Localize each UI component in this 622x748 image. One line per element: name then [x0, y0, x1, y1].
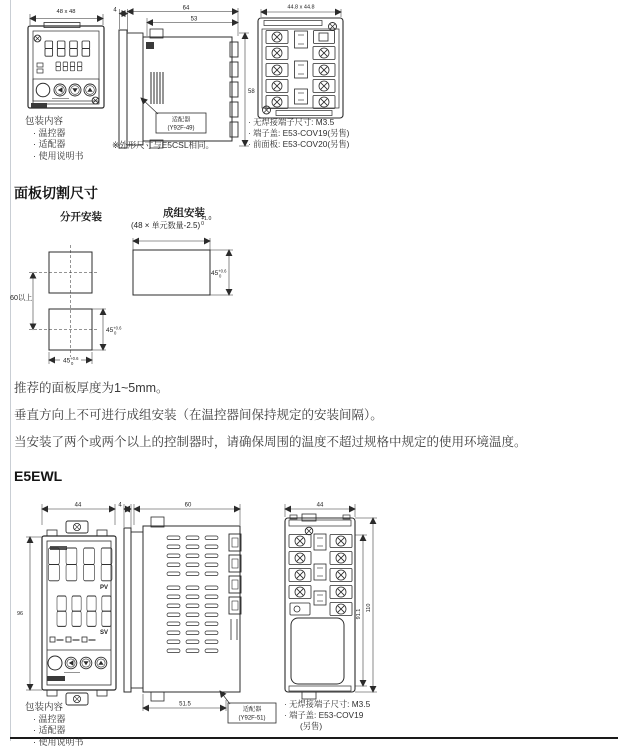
e5cwl-rear-notes	[248, 117, 349, 149]
e5ewl-front-dim-height: 96	[17, 611, 23, 617]
panel-cutout-group-diagram	[133, 238, 233, 295]
e5cwl-packing-list	[25, 116, 84, 162]
adapter-callout	[220, 691, 276, 723]
up-key-icon	[87, 88, 92, 92]
e5cwl-front-dim: 48 x 48	[56, 9, 75, 15]
formula-text: (48 × 单元数量-2.5)	[131, 221, 200, 230]
seven-segment-display-small	[56, 62, 82, 71]
e5cwl-front-view-drawing	[28, 9, 104, 108]
separate-mounting-label: 分开安装	[60, 209, 102, 224]
panel-cutout-separate-diagram	[10, 245, 122, 366]
seven-segment-display	[45, 41, 90, 56]
adapter-label: 适配器	[243, 705, 262, 713]
e5cwl-side-dim-total: 64	[183, 6, 190, 12]
cutout-spacing-dim: 60以上	[10, 293, 32, 302]
paragraph: 推荐的面板厚度为1~5mm。	[14, 378, 614, 396]
packing-item: · 适配器	[33, 725, 84, 737]
group-height-dim: $45^{+0.6}$ 0	[211, 268, 227, 278]
e5ewl-rear-dim-outer: 110	[366, 604, 372, 613]
adapter-label: 适配器	[172, 116, 191, 124]
e5cwl-side-dim-body: 53	[191, 17, 198, 23]
note-line: · 前面板: E53-COV20(另售)	[248, 139, 349, 150]
cutout-width-dim: $45^{+0.6}$ 0	[63, 356, 79, 366]
level-key-icon	[69, 660, 74, 665]
e5ewl-side-dim-bezel: 4	[118, 503, 122, 509]
front-buttons	[48, 656, 107, 670]
e5ewl-rear-view-drawing	[285, 503, 377, 700]
sv-display	[57, 596, 111, 626]
section-heading-e5ewl: E5EWL	[14, 468, 62, 484]
packing-item: · 温控器	[33, 714, 84, 726]
adapter-model: (Y92F-51)	[238, 716, 265, 722]
down-key-icon	[72, 88, 77, 92]
formula-tolerance: +1.0 0	[201, 217, 211, 228]
e5ewl-side-view-drawing	[118, 503, 276, 724]
group-mounting-label: 成组安装	[163, 205, 205, 220]
note-line: (另售)	[284, 721, 370, 732]
e5cwl-rear-dim: 44.8 x 44.8	[287, 5, 314, 11]
terminal-block	[266, 31, 335, 109]
packing-item: · 温控器	[33, 128, 84, 140]
e5ewl-front-view-drawing	[17, 503, 116, 706]
section-heading-panel-cutout: 面板切割尺寸	[14, 183, 98, 203]
e5ewl-front-dim-width: 44	[75, 503, 82, 509]
level-key-icon	[58, 87, 63, 93]
e5ewl-rear-dim-inner: 91.1	[356, 609, 362, 620]
up-key-icon	[98, 661, 103, 665]
e5cwl-side-dim-bezel: 4	[113, 8, 117, 14]
status-indicators	[50, 637, 96, 642]
down-key-icon	[83, 661, 88, 665]
packing-item: · 使用说明书	[33, 737, 84, 748]
pv-display	[49, 548, 112, 581]
group-mounting-formula	[131, 220, 211, 231]
e5ewl-side-dim-bottom: 51.5	[179, 702, 191, 708]
e5cwl-side-dim-height: 58	[248, 89, 255, 95]
e5ewl-packing-list	[25, 702, 84, 748]
paragraph: 垂直方向上不可进行成组安装（在温控器间保持规定的安装间隔）。	[14, 405, 614, 423]
e5cwl-rear-view-drawing	[258, 5, 343, 119]
front-buttons	[36, 83, 96, 97]
note-line: · 端子盖: E53-COV19(另售)	[248, 128, 349, 139]
terminal-block	[289, 534, 352, 616]
cutout-height-dim: $45^{+0.6}$ 0	[106, 325, 122, 335]
sv-label: SV	[100, 630, 108, 636]
paragraph: 当安装了两个或两个以上的控制器时，请确保周围的温度不超过规格中规定的使用环境温度。	[14, 432, 614, 450]
adapter-model: (Y92F-49)	[167, 126, 194, 132]
packing-item: · 适配器	[33, 139, 84, 151]
packing-item: · 使用说明书	[33, 151, 84, 163]
e5ewl-rear-notes	[284, 699, 370, 731]
e5ewl-rear-dim-width: 44	[317, 503, 324, 509]
screw-icon	[34, 35, 99, 104]
packing-title: 包装内容	[25, 702, 84, 714]
note-line: · 无焊接端子尺寸: M3.5	[248, 117, 349, 128]
e5ewl-side-dim-depth: 60	[185, 503, 192, 509]
vent-slots	[167, 536, 218, 653]
packing-title: 包装内容	[25, 116, 84, 128]
note-line: · 无焊接端子尺寸: M3.5	[284, 699, 370, 710]
e5cwl-side-view-drawing	[113, 6, 255, 149]
e5cwl-side-note: ※外形尺寸与E5CSL相同。	[112, 139, 214, 151]
pv-label: PV	[100, 585, 108, 591]
terminal-cover-area	[291, 618, 344, 684]
note-line: · 端子盖: E53-COV19	[284, 710, 370, 721]
